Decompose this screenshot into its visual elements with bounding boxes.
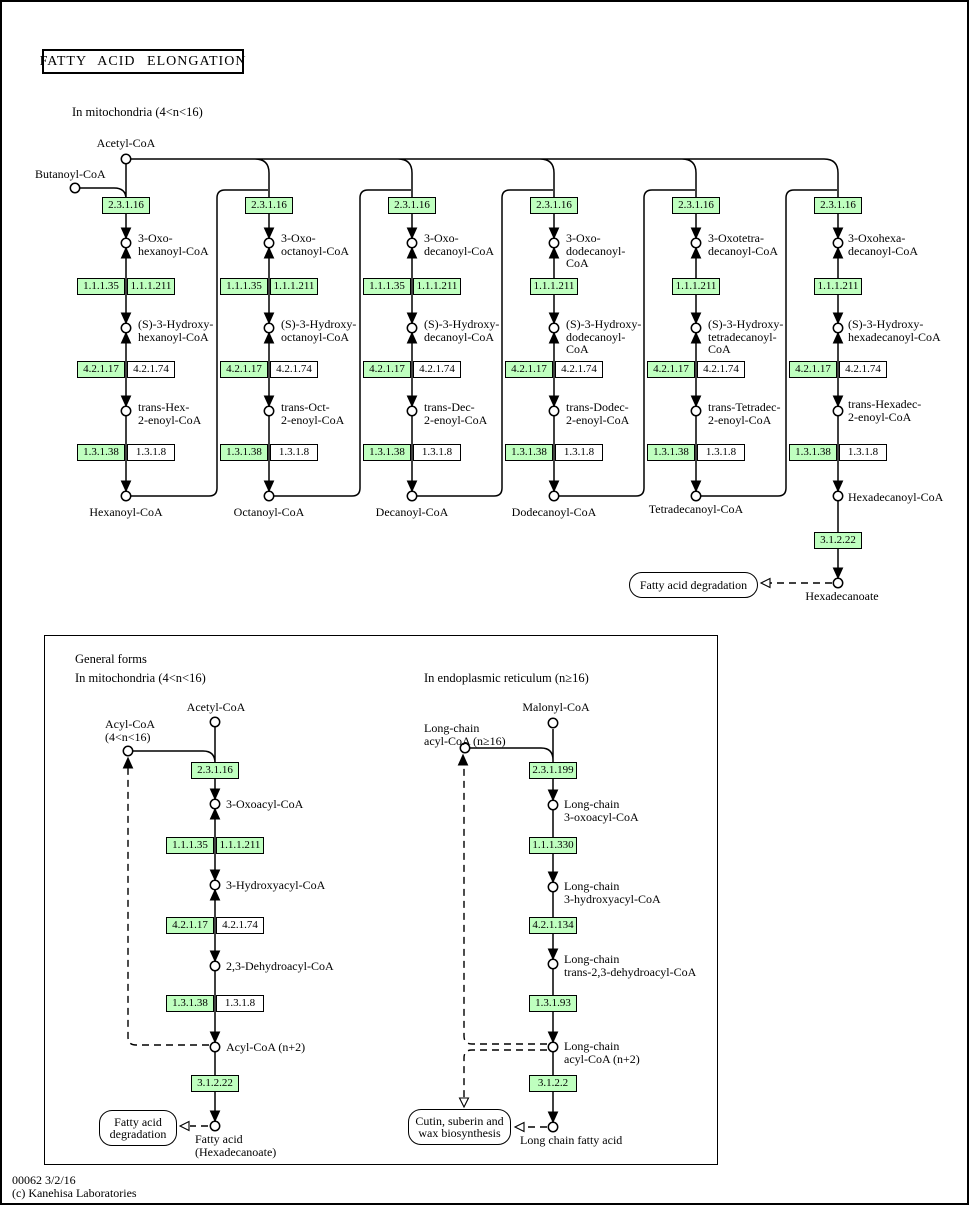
arrow-up-icon [408,248,417,258]
compound-label-line: 2-enoyl-CoA [281,412,345,427]
enzyme-box-1.1.1.211[interactable]: 1.1.1.211 [270,278,318,295]
compound-label-line: Octanoyl-CoA [233,505,305,519]
node-trans-hexadec-2-enoyl-coa[interactable] [833,406,842,415]
copyright: (c) Kanehisa Laboratories [12,1185,137,1200]
arrow-up-icon [692,333,701,343]
compound-label [138,232,209,257]
arrow-up-icon [122,333,131,343]
enzyme-box-1.3.1.8[interactable]: 1.3.1.8 [555,444,603,461]
node-3-oxotetradecanoyl-coa[interactable] [691,238,700,247]
enzyme-box-3.1.2.2[interactable]: 3.1.2.2 [529,1075,577,1092]
arrow-down-icon [265,481,274,491]
arrow-down-icon [122,396,131,406]
compound-label-line: Hexanoyl-CoA [89,505,163,519]
enzyme-box-1.1.1.35[interactable]: 1.1.1.35 [220,278,268,295]
compound-label-line: CoA [708,342,731,356]
enzyme-box-1.3.1.8[interactable]: 1.3.1.8 [839,444,887,461]
compound-label [848,491,943,504]
arrow-down-icon [265,396,274,406]
node-acetyl-coa[interactable] [121,154,130,163]
enzyme-box-1.3.1.8[interactable]: 1.3.1.8 [697,444,745,461]
compound-label [105,718,155,743]
compound-label-line: (S)-3-Hydroxy- [566,317,642,331]
arrow-down-icon [834,396,843,406]
enzyme-box-4.2.1.74[interactable]: 4.2.1.74 [839,361,887,378]
compound-label [376,506,449,519]
node-3-oxo-decanoyl-coa[interactable] [407,238,416,247]
node-s-3-hydroxy-decanoyl-coa[interactable] [407,323,416,332]
node-trans-oct-2-enoyl-coa[interactable] [264,406,273,415]
node-s-3-hydroxy-dodecanoyl-coa[interactable] [549,323,558,332]
arrow-up-icon [692,248,701,258]
compound-label [424,232,494,257]
compound-label-line: 3-oxoacyl-CoA [564,809,639,824]
compound-label-line: Acetyl-CoA [186,700,246,714]
arrow-up-icon [550,333,559,343]
pathway-link-box[interactable] [408,1109,511,1145]
node-s-3-hydroxy-tetradecanoyl-coa[interactable] [691,323,700,332]
node-trans-tetradec-2-enoyl-coa[interactable] [691,406,700,415]
compound-label-line: Hexadecanoyl-CoA [848,490,944,504]
compound-label-line: 3-Oxo- [281,231,316,245]
node-trans-dodec-2-enoyl-coa[interactable] [549,406,558,415]
compound-label [424,401,487,426]
compound-label [226,879,325,892]
arrow-down-icon [408,228,417,238]
compound-label [566,318,641,356]
section-heading: In mitochondria (4<n<16) [72,105,203,119]
map-number: 00062 3/2/16 [12,1173,76,1187]
arrow-up-icon [408,333,417,343]
arrow-up-icon [834,333,843,343]
compound-label [281,318,356,343]
enzyme-box-1.3.1.38[interactable]: 1.3.1.38 [166,995,214,1012]
enzyme-box-1.3.1.8[interactable]: 1.3.1.8 [127,444,175,461]
arrow-up-icon [550,248,559,258]
enzyme-box-1.3.1.38[interactable]: 1.3.1.38 [505,444,553,461]
enzyme-box-4.2.1.74[interactable]: 4.2.1.74 [555,361,603,378]
pathway-link-box[interactable] [99,1110,177,1146]
node-s-3-hydroxy-hexanoyl-coa[interactable] [121,323,130,332]
compound-label [89,506,162,519]
enzyme-box-1.1.1.211[interactable]: 1.1.1.211 [127,278,175,295]
compound-label-line: hexanoyl-CoA [138,243,209,258]
compound-label-line: Butanoyl-CoA [35,167,106,181]
compound-label-line: (Hexadecanoate) [195,1144,277,1159]
compound-label-line: hexanoyl-CoA [138,329,209,344]
compound-label-line: (S)-3-Hydroxy- [281,317,357,331]
compound-label [649,503,743,516]
compound-label-line: (S)-3-Hydroxy- [708,317,784,331]
compound-label-line: Long-chain [564,1039,620,1053]
enzyme-box-1.1.1.35[interactable]: 1.1.1.35 [363,278,411,295]
enzyme-box-1.1.1.211[interactable]: 1.1.1.211 [814,278,862,295]
compound-label [522,701,589,714]
node-hexanoyl-coa[interactable] [121,491,130,500]
enzyme-box-4.2.1.17[interactable]: 4.2.1.17 [363,361,411,378]
arrow-down-icon [408,396,417,406]
arrow-down-icon [834,568,843,578]
compound-label [226,960,334,973]
node-butanoyl-coa[interactable] [70,183,79,192]
compound-label-line: Malonyl-CoA [522,700,590,714]
compound-label-line: decanoyl-CoA [848,243,918,258]
enzyme-box-2.3.1.16[interactable]: 2.3.1.16 [191,762,239,779]
enzyme-box-4.2.1.17[interactable]: 4.2.1.17 [789,361,837,378]
compound-label-line: decanoyl-CoA [708,243,778,258]
node-s-3-hydroxy-hexadecanoyl-coa[interactable] [833,323,842,332]
compound-label-line: Long-chain [564,952,620,966]
enzyme-box-1.3.1.38[interactable]: 1.3.1.38 [789,444,837,461]
enzyme-box-4.2.1.17[interactable]: 4.2.1.17 [505,361,553,378]
node-3-oxo-octanoyl-coa[interactable] [264,238,273,247]
enzyme-box-1.3.1.8[interactable]: 1.3.1.8 [413,444,461,461]
compound-label-line: 3-hydroxyacyl-CoA [564,891,661,906]
compound-label-line: acyl-CoA (n≥16) [424,733,506,748]
compound-label [187,701,246,714]
node-octanoyl-coa[interactable] [264,491,273,500]
compound-label-line: 2-enoyl-CoA [848,409,912,424]
compound-label [234,506,305,519]
compound-label [97,137,156,150]
section-heading: General forms [75,652,147,666]
arrow-down-icon [122,228,131,238]
compound-label-line: decanoyl-CoA [424,243,494,258]
compound-label-line: Decanoyl-CoA [375,505,449,519]
compound-label-line: Acetyl-CoA [96,136,156,150]
enzyme-box-1.3.1.38[interactable]: 1.3.1.38 [220,444,268,461]
compound-label-line: Long-chain [564,879,620,893]
node-3-oxo-hexanoyl-coa[interactable] [121,238,130,247]
compound-label-line: 2,3-Dehydroacyl-CoA [226,959,334,973]
compound-label [281,401,344,426]
pathway-title-box [39,49,247,74]
arrow-down-icon [692,481,701,491]
enzyme-box-1.3.1.93[interactable]: 1.3.1.93 [529,995,577,1012]
compound-label-line: Dodecanoyl-CoA [511,505,597,519]
enzyme-box-1.1.1.211[interactable]: 1.1.1.211 [413,278,461,295]
arrow-down-icon [550,396,559,406]
node-trans-hex-2-enoyl-coa[interactable] [121,406,130,415]
compound-label [805,590,878,603]
arrow-down-icon [122,313,131,323]
compound-label-line: (S)-3-Hydroxy- [424,317,500,331]
compound-label-line: tetradecanoyl- [708,329,777,344]
enzyme-box-4.2.1.74[interactable]: 4.2.1.74 [697,361,745,378]
compound-label-line: trans-2,3-dehydroacyl-CoA [564,964,697,979]
arrow-down-icon [550,228,559,238]
enzyme-box-2.3.1.199[interactable]: 2.3.1.199 [529,762,577,779]
compound-label-line: 3-Oxoacyl-CoA [226,797,304,811]
compound-label [848,318,941,343]
compound-label [138,401,201,426]
enzyme-box-4.2.1.74[interactable]: 4.2.1.74 [413,361,461,378]
compound-label [848,232,918,257]
compound-label [138,318,213,343]
arrow-down-icon [692,396,701,406]
compound-label-line: octanoyl-CoA [281,329,349,344]
compound-label-line: 3-Hydroxyacyl-CoA [226,878,326,892]
compound-label [564,798,639,823]
node-3-oxohexadecanoyl-coa[interactable] [833,238,842,247]
compound-label-line: (S)-3-Hydroxy- [138,317,214,331]
arrow-down-icon [834,481,843,491]
enzyme-box-1.3.1.38[interactable]: 1.3.1.38 [647,444,695,461]
pathway-link-box[interactable] [629,572,758,598]
enzyme-box-4.2.1.17[interactable]: 4.2.1.17 [647,361,695,378]
enzyme-box-4.2.1.74[interactable]: 4.2.1.74 [127,361,175,378]
arrow-down-icon [122,481,131,491]
arrow-down-icon [408,481,417,491]
compound-label-line: Long chain fatty acid [520,1133,623,1147]
compound-label-line: trans-Dodec- [566,400,629,414]
compound-label-line: (S)-3-Hydroxy- [848,317,924,331]
enzyme-box-1.1.1.211[interactable]: 1.1.1.211 [216,837,264,854]
compound-label [564,1040,640,1065]
compound-label-line: hexadecanoyl-CoA [848,329,941,344]
compound-label [566,232,625,270]
compound-label-line: trans-Tetradec- [708,400,781,414]
compound-label-line: CoA [566,342,589,356]
arrow-down-icon [692,313,701,323]
pathway-link-label: wax biosynthesis [418,1126,501,1140]
arrow-up-icon [834,248,843,258]
section-heading: In endoplasmic reticulum (n≥16) [424,671,589,685]
enzyme-box-2.3.1.16[interactable]: 2.3.1.16 [814,197,862,214]
enzyme-box-2.3.1.16[interactable]: 2.3.1.16 [102,197,150,214]
node-dodecanoyl-coa[interactable] [549,491,558,500]
compound-label-line: Long-chain [564,797,620,811]
arrow-up-icon [122,248,131,258]
enzyme-box-3.1.2.22[interactable]: 3.1.2.22 [814,532,862,549]
node-hexadecanoyl-coa[interactable] [833,491,842,500]
compound-label [564,880,661,905]
enzyme-box-2.3.1.16[interactable]: 2.3.1.16 [672,197,720,214]
compound-label-line: trans-Hexadec- [848,397,922,411]
compound-label-line: 3-Oxotetra- [708,231,764,245]
arrow-down-icon [550,481,559,491]
enzyme-box-4.2.1.134[interactable]: 4.2.1.134 [529,917,577,934]
compound-label [424,318,499,343]
compound-label-line: 3-Oxo- [424,231,459,245]
enzyme-box-1.1.1.330[interactable]: 1.1.1.330 [529,837,577,854]
compound-label-line: dodecanoyl- [566,243,626,258]
enzyme-box-4.2.1.74[interactable]: 4.2.1.74 [270,361,318,378]
compound-label-line: 3-Oxo- [138,231,173,245]
compound-label [566,401,629,426]
enzyme-box-1.3.1.38[interactable]: 1.3.1.38 [77,444,125,461]
pathway-link-label: Cutin, suberin and [415,1113,504,1128]
compound-label [708,318,783,356]
enzyme-box-1.1.1.35[interactable]: 1.1.1.35 [77,278,125,295]
compound-label [226,1041,305,1054]
enzyme-box-4.2.1.17[interactable]: 4.2.1.17 [166,917,214,934]
compound-label [195,1133,276,1158]
arrow-down-icon [408,313,417,323]
node-tetradecanoyl-coa[interactable] [691,491,700,500]
compound-label-line: octanoyl-CoA [281,243,349,258]
enzyme-box-1.3.1.8[interactable]: 1.3.1.8 [270,444,318,461]
compound-label [848,398,921,423]
arrow-down-icon [265,228,274,238]
node-s-3-hydroxy-octanoyl-coa[interactable] [264,323,273,332]
compound-label [520,1134,622,1147]
compound-label-line: 2-enoyl-CoA [566,412,630,427]
compound-label-line: 3-Oxo- [566,231,601,245]
compound-label-line: trans-Dec- [424,400,475,414]
enzyme-box-1.3.1.8[interactable]: 1.3.1.8 [216,995,264,1012]
pathway-link-label: Fatty acid degradation [639,577,748,592]
compound-label-line: Fatty acid [195,1132,243,1146]
enzyme-box-1.3.1.38[interactable]: 1.3.1.38 [363,444,411,461]
enzyme-box-4.2.1.17[interactable]: 4.2.1.17 [77,361,125,378]
compound-label-line: 2-enoyl-CoA [424,412,488,427]
arrow-down-icon [692,228,701,238]
arrow-up-icon [265,333,274,343]
compound-label-line: acyl-CoA (n+2) [564,1051,640,1066]
compound-label [35,168,106,181]
enzyme-box-1.1.1.211[interactable]: 1.1.1.211 [530,278,578,295]
compound-label-line: dodecanoyl- [566,329,626,344]
compound-label-line: trans-Oct- [281,400,330,414]
compound-label-line: Hexadecanoate [805,589,879,603]
compound-label-line: decanoyl-CoA [424,329,494,344]
compound-label-line: CoA [566,256,589,270]
compound-label [512,506,597,519]
compound-label-line: 2-enoyl-CoA [138,412,202,427]
compound-label [281,232,349,257]
compound-label-line: Acyl-CoA [105,717,155,731]
arrow-up-icon [265,248,274,258]
enzyme-box-2.3.1.16[interactable]: 2.3.1.16 [245,197,293,214]
compound-label-line: Long-chain [424,721,480,735]
map-footer [12,1174,137,1199]
compound-label-line: (4<n<16) [105,729,151,744]
node-hexadecanoate[interactable] [833,578,842,587]
compound-label-line: Acyl-CoA (n+2) [226,1040,306,1054]
compound-label [564,953,696,978]
node-3-oxo-dodecanoyl-coa[interactable] [549,238,558,247]
compound-label [424,722,506,747]
section-heading: In mitochondria (4<n<16) [75,671,206,685]
pathway-link-label: Fatty acid [114,1114,162,1129]
compound-label-line: trans-Hex- [138,400,190,414]
node-trans-dec-2-enoyl-coa[interactable] [407,406,416,415]
arrow-down-icon [834,313,843,323]
enzyme-box-4.2.1.17[interactable]: 4.2.1.17 [220,361,268,378]
arrow-down-icon [265,313,274,323]
node-decanoyl-coa[interactable] [407,491,416,500]
compound-label [708,232,778,257]
enzyme-box-1.1.1.35[interactable]: 1.1.1.35 [166,837,214,854]
pathway-title: FATTY ACID ELONGATION [39,53,247,69]
enzyme-box-2.3.1.16[interactable]: 2.3.1.16 [388,197,436,214]
enzyme-box-1.1.1.211[interactable]: 1.1.1.211 [672,278,720,295]
enzyme-box-2.3.1.16[interactable]: 2.3.1.16 [530,197,578,214]
compound-label [708,401,780,426]
arrow-down-icon [834,228,843,238]
compound-label-line: Tetradecanoyl-CoA [648,502,744,516]
enzyme-box-3.1.2.22[interactable]: 3.1.2.22 [191,1075,239,1092]
compound-label-line: 3-Oxohexa- [848,231,906,245]
enzyme-box-4.2.1.74[interactable]: 4.2.1.74 [216,917,264,934]
compound-label-line: 2-enoyl-CoA [708,412,772,427]
open-arrow-left-icon [761,579,770,588]
arrow-down-icon [550,313,559,323]
compound-label [226,798,303,811]
pathway-link-label: degradation [109,1127,167,1141]
